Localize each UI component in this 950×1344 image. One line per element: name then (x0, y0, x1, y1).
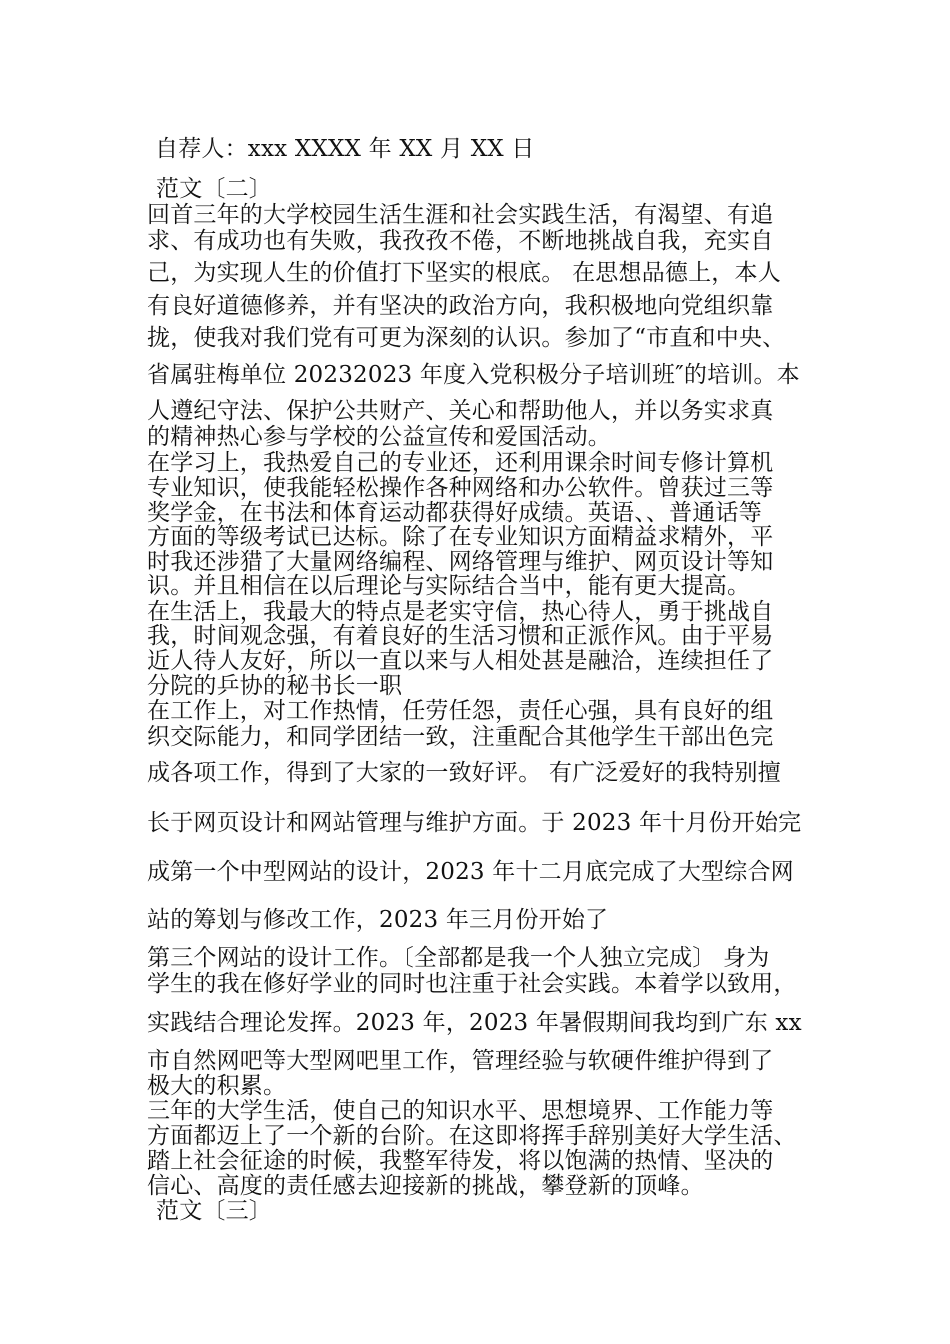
text-line: 学生的我在修好学业的同时也注重于社会实践。本着学以致用， (147, 971, 797, 997)
text-line: 实践结合理论发挥。2023 年，2023 年暑假期间我均到广东 xx (147, 1010, 802, 1036)
text-line: 踏上社会征途的时候，我整军待发，将以饱满的热情、坚决的 (147, 1148, 774, 1174)
text-line: 成各项工作，得到了大家的一致好评。 有广泛爱好的我特别擅 (147, 760, 781, 786)
text-line: 方面都迈上了一个新的台阶。在这即将挥手辞别美好大学生活、 (147, 1123, 797, 1149)
text-line: 市自然网吧等大型网吧里工作，管理经验与软硬件维护得到了 (147, 1048, 774, 1074)
text-line: 长于网页设计和网站管理与维护方面。于 2023 年十月份开始完 (147, 810, 802, 836)
text-line: 信心、高度的责任感去迎接新的挑战，攀登新的顶峰。 (147, 1173, 704, 1199)
text-line: 人遵纪守法、保护公共财产、关心和帮助他人，并以务实求真 (147, 398, 774, 424)
text-line: 成第一个中型网站的设计，2023 年十二月底完成了大型综合网 (147, 859, 794, 885)
text-line: 拢，使我对我们党有可更为深刻的认识。参加了“市直和中央、 (147, 325, 786, 351)
section-heading-3: 范文〔三〕 (156, 1198, 272, 1224)
text-line: 分院的乒协的秘书长一职 (147, 673, 403, 699)
text-line: 回首三年的大学校园生活生涯和社会实践生活，有渴望、有追 (147, 202, 774, 228)
text-line: 站的筹划与修改工作，2023 年三月份开始了 (147, 907, 609, 933)
text-line: 方面的等级考试已达标。除了在专业知识方面精益求精外，平 (147, 524, 774, 550)
text-line: 识。并且相信在以后理论与实际结合当中，能有更大提高。 (147, 573, 751, 599)
text-line: 近人待人友好，所以一直以来与人相处甚是融洽，连续担任了 (147, 648, 774, 674)
text-line: 在工作上，对工作热情，任劳任怨，责任心强，具有良好的组 (147, 698, 774, 724)
text-line: 奖学金，在书法和体育运动都获得好成绩。英语、、普通话等 (147, 500, 762, 526)
text-line: 第三个网站的设计工作。〔全部都是我一个人独立完成〕 身为 (147, 945, 770, 971)
text-line: 时我还涉猎了大量网络编程、网络管理与维护、网页设计等知 (147, 549, 774, 575)
text-line: 三年的大学生活，使自己的知识水平、思想境界、工作能力等 (147, 1098, 774, 1124)
text-line: 的精神热心参与学校的公益宣传和爱国活动。 (147, 424, 611, 450)
section-heading-2: 范文〔二〕 (156, 176, 272, 202)
text-line: 在学习上，我热爱自己的专业还，还利用课余时间专修计算机 (147, 450, 774, 476)
signature-line: 自荐人：xxx XXXX 年 XX 月 XX 日 (155, 136, 535, 162)
text-line: 我，时间观念强，有着良好的生活习惯和正派作风。由于平易 (147, 623, 774, 649)
text-line: 省属驻梅单位 20232023 年度入党积极分子培训班″的培训。本 (147, 362, 800, 388)
text-line: 有良好道德修养，并有坚决的政治方向，我积极地向党组织靠 (147, 293, 774, 319)
text-line: 在生活上，我最大的特点是老实守信，热心待人，勇于挑战自 (147, 599, 774, 625)
text-line: 专业知识，使我能轻松操作各种网络和办公软件。曾获过三等 (147, 475, 774, 501)
text-line: 求、有成功也有失败，我孜孜不倦，不断地挑战自我，充实自 (147, 228, 774, 254)
text-line: 极大的积累。 (147, 1073, 287, 1099)
text-line: 织交际能力，和同学团结一致，注重配合其他学生干部出色完 (147, 724, 774, 750)
text-line: 己，为实现人生的价值打下坚实的根底。 在思想品德上，本人 (147, 260, 781, 286)
